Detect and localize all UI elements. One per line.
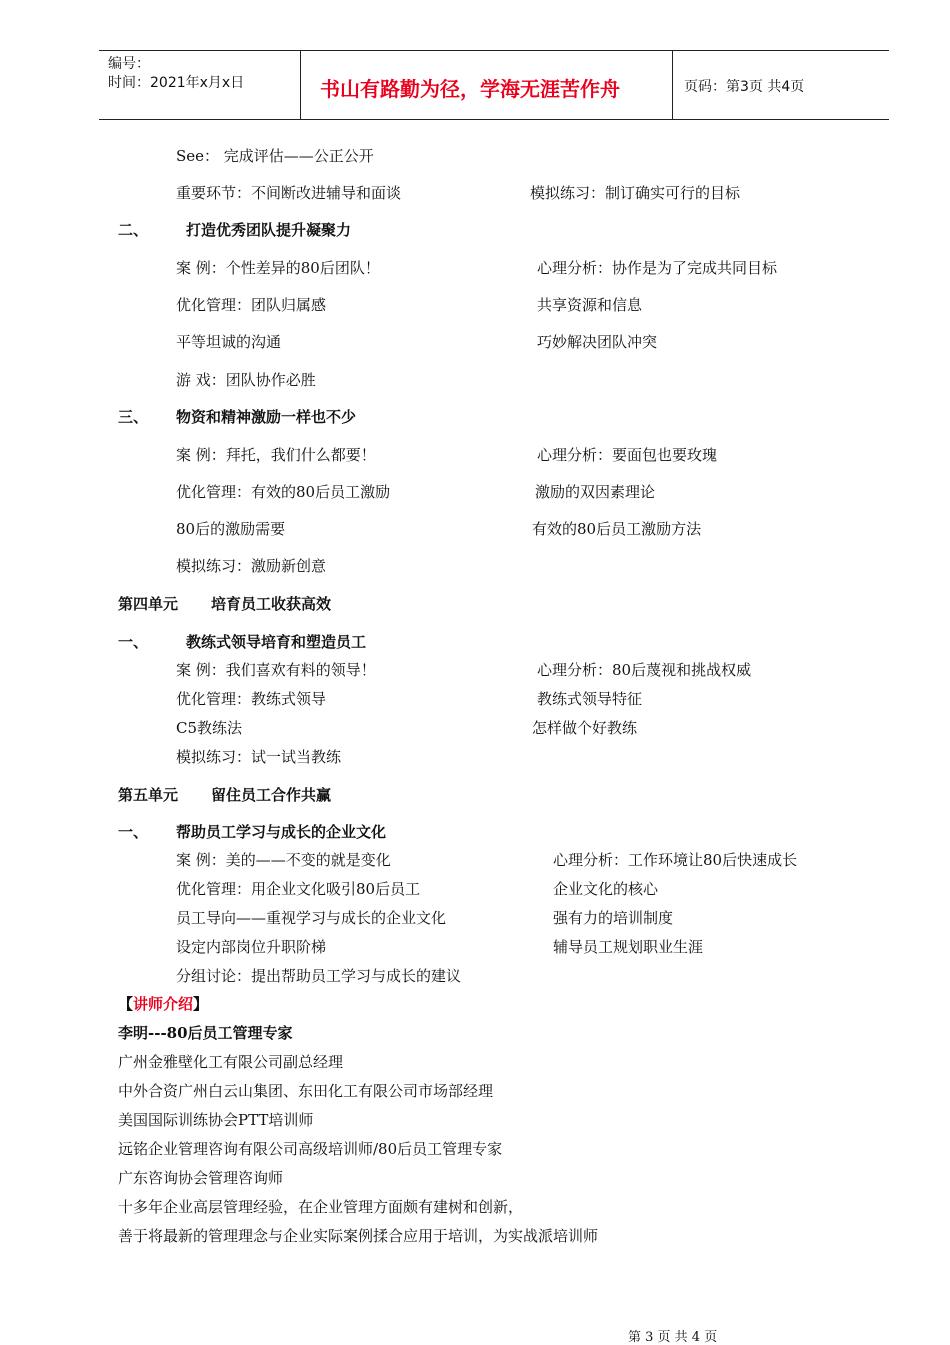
bio-line: 广州金雅壁化工有限公司副总经理 xyxy=(118,1053,344,1071)
header-divider xyxy=(672,51,673,119)
list-item: 强有力的培训制度 xyxy=(553,909,674,927)
unit-title: 留住员工合作共赢 xyxy=(211,786,332,804)
list-item: 案 例：我们喜欢有料的领导！ xyxy=(176,661,376,679)
doc-time-label: 时间：2021年x月x日 xyxy=(108,75,245,91)
list-item: 企业文化的核心 xyxy=(553,880,659,898)
page-number-label: 页码：第3页 共4页 xyxy=(684,79,805,95)
list-item: 心理分析：工作环境让80后快速成长 xyxy=(553,851,798,869)
list-item: 教练式领导特征 xyxy=(537,690,643,708)
section-number: 一、 xyxy=(118,633,149,651)
list-item: 共享资源和信息 xyxy=(537,296,643,314)
list-item: 优化管理：教练式领导 xyxy=(176,690,327,708)
section-title: 物资和精神激励一样也不少 xyxy=(176,408,357,426)
list-item: 员工导向——重视学习与成长的企业文化 xyxy=(176,909,447,927)
list-item: 怎样做个好教练 xyxy=(532,719,638,737)
lecturer-heading xyxy=(118,993,208,1014)
list-item: 巧妙解决团队冲突 xyxy=(537,333,658,351)
header-divider xyxy=(300,51,301,119)
list-item: 设定内部岗位升职阶梯 xyxy=(176,938,327,956)
section-number: 三、 xyxy=(118,408,149,426)
bio-line: 善于将最新的管理理念与企业实际案例揉合应用于培训，为实战派培训师 xyxy=(118,1227,599,1245)
bracket-close: 】 xyxy=(193,995,209,1013)
list-item: 分组讨论：提出帮助员工学习与成长的建议 xyxy=(176,967,462,985)
list-item: 模拟练习：激励新创意 xyxy=(176,557,327,575)
unit-label: 第五单元 xyxy=(118,786,179,804)
list-item: 模拟练习：试一试当教练 xyxy=(176,748,342,766)
lecturer-name: 李明---80后员工管理专家 xyxy=(118,1024,293,1042)
list-item: 平等坦诚的沟通 xyxy=(176,333,282,351)
list-item: 心理分析：协作是为了完成共同目标 xyxy=(537,259,778,277)
list-item: 优化管理：用企业文化吸引80后员工 xyxy=(176,880,421,898)
bio-line: 十多年企业高层管理经验，在企业管理方面颇有建树和创新， xyxy=(118,1198,524,1216)
list-item: 有效的80后员工激励方法 xyxy=(532,520,702,538)
section-title: 教练式领导培育和塑造员工 xyxy=(186,633,367,651)
bio-line: 中外合资广州白云山集团、东田化工有限公司市场部经理 xyxy=(118,1082,494,1100)
header-motto: 书山有路勤为径，学海无涯苦作舟 xyxy=(320,77,620,101)
unit-label: 第四单元 xyxy=(118,595,179,613)
section-title: 帮助员工学习与成长的企业文化 xyxy=(176,823,387,841)
list-item: 游 戏：团队协作必胜 xyxy=(176,371,316,389)
section-number: 二、 xyxy=(118,221,149,239)
doc-number-label: 编号： xyxy=(108,56,150,72)
list-item: 优化管理：团队归属感 xyxy=(176,296,327,314)
list-item: 心理分析：80后蔑视和挑战权威 xyxy=(537,661,752,679)
list-item: 案 例：美的——不变的就是变化 xyxy=(176,851,391,869)
important-step: 重要环节：不间断改进辅导和面谈 xyxy=(176,184,402,202)
bracket-open: 【 xyxy=(118,995,134,1013)
list-item: 辅导员工规划职业生涯 xyxy=(553,938,704,956)
list-item: 案 例：个性差异的80后团队！ xyxy=(176,259,380,277)
bio-line: 美国国际训练协会PTT培训师 xyxy=(118,1111,314,1129)
section-number: 一、 xyxy=(118,823,149,841)
list-item: C5教练法 xyxy=(176,719,243,737)
list-item: 80后的激励需要 xyxy=(176,520,286,538)
list-item: 激励的双因素理论 xyxy=(535,483,656,501)
page-footer: 第 3 页 共 4 页 xyxy=(628,1330,718,1345)
list-item: 优化管理：有效的80后员工激励 xyxy=(176,483,391,501)
bio-line: 广东咨询协会管理咨询师 xyxy=(118,1169,284,1187)
list-item: 心理分析：要面包也要玫瑰 xyxy=(537,446,718,464)
lecturer-heading-text: 讲师介绍 xyxy=(133,995,194,1013)
section-title: 打造优秀团队提升凝聚力 xyxy=(186,221,352,239)
bio-line: 远铭企业管理咨询有限公司高级培训师/80后员工管理专家 xyxy=(118,1140,503,1158)
simulation-exercise: 模拟练习：制订确实可行的目标 xyxy=(530,184,741,202)
see-line: See： 完成评估——公正公开 xyxy=(176,147,374,165)
list-item: 案 例：拜托，我们什么都要！ xyxy=(176,446,376,464)
unit-title: 培育员工收获高效 xyxy=(211,595,332,613)
